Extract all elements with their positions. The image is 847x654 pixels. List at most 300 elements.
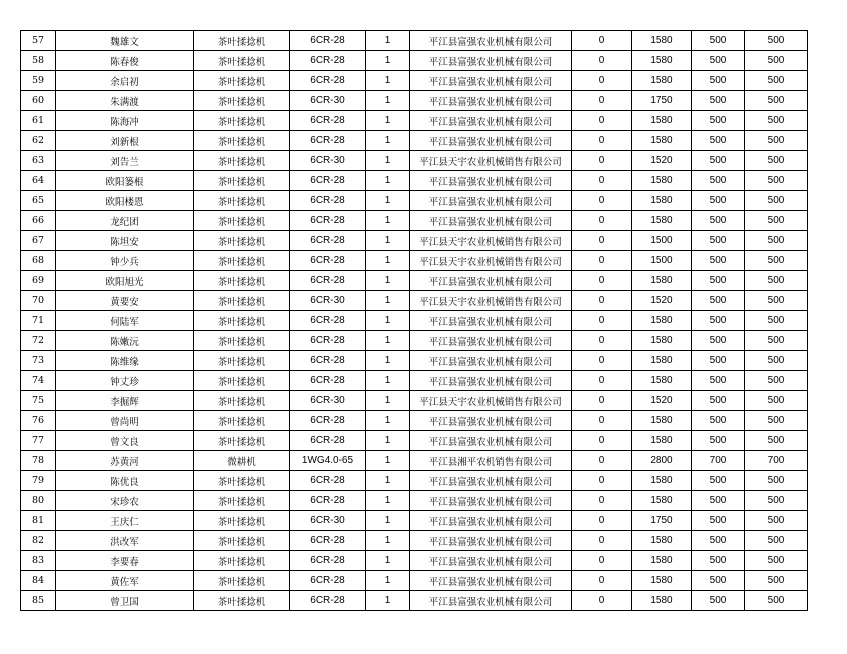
value-0-cell: 0 bbox=[572, 511, 632, 531]
subsidy-amount-cell: 500 bbox=[692, 591, 745, 611]
machine-type-cell: 茶叶揉捻机 bbox=[194, 531, 290, 551]
table-row bbox=[21, 491, 808, 511]
subsidy-total-cell: 500 bbox=[745, 551, 808, 571]
dealer-name-cell: 平江县天宇农业机械销售有限公司 bbox=[410, 291, 572, 311]
sale-price-cell: 1580 bbox=[632, 211, 692, 231]
value-0-cell: 0 bbox=[572, 391, 632, 411]
quantity-cell: 1 bbox=[366, 51, 410, 71]
machine-model-cell: 6CR-28 bbox=[290, 431, 366, 451]
dealer-name-cell: 平江县富强农业机械有限公司 bbox=[410, 91, 572, 111]
subsidy-amount-cell: 500 bbox=[692, 491, 745, 511]
machine-model-cell: 6CR-28 bbox=[290, 231, 366, 251]
machine-type-cell: 茶叶揉捻机 bbox=[194, 331, 290, 351]
table-row bbox=[21, 151, 808, 171]
machine-model-cell: 6CR-30 bbox=[290, 391, 366, 411]
value-0-cell: 0 bbox=[572, 531, 632, 551]
value-0-cell: 0 bbox=[572, 111, 632, 131]
row-number-cell: 80 bbox=[21, 491, 56, 511]
dealer-name-cell: 平江县富强农业机械有限公司 bbox=[410, 31, 572, 51]
dealer-name-cell: 平江县富强农业机械有限公司 bbox=[410, 571, 572, 591]
dealer-name-cell: 平江县富强农业机械有限公司 bbox=[410, 551, 572, 571]
machine-type-cell: 茶叶揉捻机 bbox=[194, 351, 290, 371]
farmer-name-cell: 龙纪团 bbox=[56, 211, 194, 231]
quantity-cell: 1 bbox=[366, 491, 410, 511]
subsidy-total-cell: 500 bbox=[745, 111, 808, 131]
dealer-name-cell: 平江县富强农业机械有限公司 bbox=[410, 471, 572, 491]
subsidy-total-cell: 500 bbox=[745, 251, 808, 271]
subsidy-amount-cell: 500 bbox=[692, 331, 745, 351]
sale-price-cell: 1580 bbox=[632, 111, 692, 131]
machine-type-cell: 茶叶揉捻机 bbox=[194, 511, 290, 531]
subsidy-amount-cell: 500 bbox=[692, 371, 745, 391]
quantity-cell: 1 bbox=[366, 471, 410, 491]
table-row bbox=[21, 251, 808, 271]
row-number-cell: 57 bbox=[21, 31, 56, 51]
sale-price-cell: 1580 bbox=[632, 371, 692, 391]
table-row bbox=[21, 351, 808, 371]
subsidy-total-cell: 500 bbox=[745, 591, 808, 611]
sale-price-cell: 1500 bbox=[632, 231, 692, 251]
subsidy-total-cell: 500 bbox=[745, 51, 808, 71]
subsidy-total-cell: 500 bbox=[745, 431, 808, 451]
table-row bbox=[21, 191, 808, 211]
row-number-cell: 81 bbox=[21, 511, 56, 531]
subsidy-total-cell: 500 bbox=[745, 471, 808, 491]
dealer-name-cell: 平江县富强农业机械有限公司 bbox=[410, 431, 572, 451]
machine-model-cell: 6CR-28 bbox=[290, 271, 366, 291]
dealer-name-cell: 平江县富强农业机械有限公司 bbox=[410, 351, 572, 371]
subsidy-amount-cell: 500 bbox=[692, 191, 745, 211]
subsidy-total-cell: 500 bbox=[745, 371, 808, 391]
sale-price-cell: 1580 bbox=[632, 311, 692, 331]
value-0-cell: 0 bbox=[572, 151, 632, 171]
quantity-cell: 1 bbox=[366, 311, 410, 331]
farmer-name-cell: 陈维缘 bbox=[56, 351, 194, 371]
sale-price-cell: 1580 bbox=[632, 31, 692, 51]
table-row bbox=[21, 51, 808, 71]
subsidy-total-cell: 500 bbox=[745, 491, 808, 511]
subsidy-amount-cell: 500 bbox=[692, 231, 745, 251]
value-0-cell: 0 bbox=[572, 91, 632, 111]
table-row bbox=[21, 531, 808, 551]
row-number-cell: 68 bbox=[21, 251, 56, 271]
value-0-cell: 0 bbox=[572, 411, 632, 431]
machine-type-cell: 微耕机 bbox=[194, 451, 290, 471]
table-row bbox=[21, 371, 808, 391]
table-row bbox=[21, 411, 808, 431]
subsidy-amount-cell: 500 bbox=[692, 571, 745, 591]
machine-type-cell: 茶叶揉捻机 bbox=[194, 91, 290, 111]
machine-model-cell: 6CR-28 bbox=[290, 211, 366, 231]
machine-model-cell: 6CR-28 bbox=[290, 411, 366, 431]
table-body bbox=[21, 31, 808, 611]
sale-price-cell: 1580 bbox=[632, 191, 692, 211]
subsidy-amount-cell: 500 bbox=[692, 351, 745, 371]
row-number-cell: 83 bbox=[21, 551, 56, 571]
row-number-cell: 58 bbox=[21, 51, 56, 71]
machine-type-cell: 茶叶揉捻机 bbox=[194, 191, 290, 211]
subsidy-amount-cell: 500 bbox=[692, 111, 745, 131]
subsidy-total-cell: 500 bbox=[745, 391, 808, 411]
quantity-cell: 1 bbox=[366, 31, 410, 51]
farmer-name-cell: 何陆军 bbox=[56, 311, 194, 331]
quantity-cell: 1 bbox=[366, 71, 410, 91]
table-row bbox=[21, 591, 808, 611]
quantity-cell: 1 bbox=[366, 371, 410, 391]
value-0-cell: 0 bbox=[572, 71, 632, 91]
table-row bbox=[21, 71, 808, 91]
farmer-name-cell: 刘新根 bbox=[56, 131, 194, 151]
subsidy-total-cell: 500 bbox=[745, 71, 808, 91]
table-row bbox=[21, 311, 808, 331]
farmer-name-cell: 钟少兵 bbox=[56, 251, 194, 271]
quantity-cell: 1 bbox=[366, 131, 410, 151]
subsidy-total-cell: 500 bbox=[745, 231, 808, 251]
dealer-name-cell: 平江县天宇农业机械销售有限公司 bbox=[410, 391, 572, 411]
subsidy-amount-cell: 500 bbox=[692, 71, 745, 91]
table-row bbox=[21, 131, 808, 151]
row-number-cell: 75 bbox=[21, 391, 56, 411]
sale-price-cell: 2800 bbox=[632, 451, 692, 471]
machine-model-cell: 1WG4.0-65 bbox=[290, 451, 366, 471]
machine-type-cell: 茶叶揉捻机 bbox=[194, 391, 290, 411]
subsidy-total-cell: 500 bbox=[745, 351, 808, 371]
subsidy-amount-cell: 700 bbox=[692, 451, 745, 471]
farmer-name-cell: 刘告兰 bbox=[56, 151, 194, 171]
farmer-name-cell: 余启初 bbox=[56, 71, 194, 91]
table-row bbox=[21, 111, 808, 131]
subsidy-amount-cell: 500 bbox=[692, 531, 745, 551]
machine-model-cell: 6CR-28 bbox=[290, 71, 366, 91]
quantity-cell: 1 bbox=[366, 251, 410, 271]
dealer-name-cell: 平江县富强农业机械有限公司 bbox=[410, 51, 572, 71]
machine-model-cell: 6CR-28 bbox=[290, 591, 366, 611]
sale-price-cell: 1580 bbox=[632, 491, 692, 511]
machine-type-cell: 茶叶揉捻机 bbox=[194, 211, 290, 231]
machine-model-cell: 6CR-28 bbox=[290, 491, 366, 511]
sale-price-cell: 1580 bbox=[632, 171, 692, 191]
quantity-cell: 1 bbox=[366, 531, 410, 551]
dealer-name-cell: 平江县富强农业机械有限公司 bbox=[410, 491, 572, 511]
table-row bbox=[21, 451, 808, 471]
subsidy-amount-cell: 500 bbox=[692, 91, 745, 111]
dealer-name-cell: 平江县天宇农业机械销售有限公司 bbox=[410, 151, 572, 171]
quantity-cell: 1 bbox=[366, 271, 410, 291]
subsidy-total-cell: 500 bbox=[745, 331, 808, 351]
subsidy-amount-cell: 500 bbox=[692, 31, 745, 51]
subsidy-total-cell: 500 bbox=[745, 31, 808, 51]
subsidy-amount-cell: 500 bbox=[692, 391, 745, 411]
quantity-cell: 1 bbox=[366, 591, 410, 611]
subsidy-amount-cell: 500 bbox=[692, 211, 745, 231]
sale-price-cell: 1580 bbox=[632, 331, 692, 351]
machine-type-cell: 茶叶揉捻机 bbox=[194, 491, 290, 511]
machine-type-cell: 茶叶揉捻机 bbox=[194, 271, 290, 291]
farmer-name-cell: 曾文良 bbox=[56, 431, 194, 451]
subsidy-total-cell: 500 bbox=[745, 531, 808, 551]
machine-model-cell: 6CR-30 bbox=[290, 291, 366, 311]
farmer-name-cell: 曾卫国 bbox=[56, 591, 194, 611]
dealer-name-cell: 平江县富强农业机械有限公司 bbox=[410, 591, 572, 611]
table-row bbox=[21, 291, 808, 311]
sale-price-cell: 1580 bbox=[632, 271, 692, 291]
dealer-name-cell: 平江县富强农业机械有限公司 bbox=[410, 271, 572, 291]
subsidy-total-cell: 500 bbox=[745, 571, 808, 591]
row-number-cell: 66 bbox=[21, 211, 56, 231]
value-0-cell: 0 bbox=[572, 51, 632, 71]
subsidy-amount-cell: 500 bbox=[692, 51, 745, 71]
subsidy-total-cell: 500 bbox=[745, 131, 808, 151]
value-0-cell: 0 bbox=[572, 271, 632, 291]
dealer-name-cell: 平江县富强农业机械有限公司 bbox=[410, 131, 572, 151]
row-number-cell: 59 bbox=[21, 71, 56, 91]
farmer-name-cell: 李掘辉 bbox=[56, 391, 194, 411]
quantity-cell: 1 bbox=[366, 451, 410, 471]
quantity-cell: 1 bbox=[366, 151, 410, 171]
value-0-cell: 0 bbox=[572, 251, 632, 271]
table-row bbox=[21, 231, 808, 251]
farmer-name-cell: 李要春 bbox=[56, 551, 194, 571]
row-number-cell: 74 bbox=[21, 371, 56, 391]
quantity-cell: 1 bbox=[366, 331, 410, 351]
quantity-cell: 1 bbox=[366, 91, 410, 111]
row-number-cell: 76 bbox=[21, 411, 56, 431]
sale-price-cell: 1750 bbox=[632, 91, 692, 111]
quantity-cell: 1 bbox=[366, 111, 410, 131]
machine-model-cell: 6CR-30 bbox=[290, 511, 366, 531]
quantity-cell: 1 bbox=[366, 231, 410, 251]
machine-model-cell: 6CR-28 bbox=[290, 171, 366, 191]
value-0-cell: 0 bbox=[572, 471, 632, 491]
sale-price-cell: 1580 bbox=[632, 471, 692, 491]
subsidy-total-cell: 500 bbox=[745, 211, 808, 231]
farmer-name-cell: 陈春俊 bbox=[56, 51, 194, 71]
value-0-cell: 0 bbox=[572, 331, 632, 351]
dealer-name-cell: 平江县富强农业机械有限公司 bbox=[410, 311, 572, 331]
subsidy-table bbox=[20, 30, 808, 611]
value-0-cell: 0 bbox=[572, 491, 632, 511]
row-number-cell: 60 bbox=[21, 91, 56, 111]
farmer-name-cell: 苏黄河 bbox=[56, 451, 194, 471]
machine-type-cell: 茶叶揉捻机 bbox=[194, 551, 290, 571]
dealer-name-cell: 平江县富强农业机械有限公司 bbox=[410, 411, 572, 431]
quantity-cell: 1 bbox=[366, 191, 410, 211]
table-row bbox=[21, 571, 808, 591]
machine-model-cell: 6CR-30 bbox=[290, 91, 366, 111]
sale-price-cell: 1580 bbox=[632, 351, 692, 371]
sale-price-cell: 1580 bbox=[632, 51, 692, 71]
dealer-name-cell: 平江县富强农业机械有限公司 bbox=[410, 331, 572, 351]
dealer-name-cell: 平江县富强农业机械有限公司 bbox=[410, 211, 572, 231]
subsidy-total-cell: 700 bbox=[745, 451, 808, 471]
table-row bbox=[21, 511, 808, 531]
dealer-name-cell: 平江县天宇农业机械销售有限公司 bbox=[410, 231, 572, 251]
subsidy-total-cell: 500 bbox=[745, 91, 808, 111]
machine-type-cell: 茶叶揉捻机 bbox=[194, 51, 290, 71]
subsidy-amount-cell: 500 bbox=[692, 251, 745, 271]
machine-model-cell: 6CR-28 bbox=[290, 31, 366, 51]
subsidy-total-cell: 500 bbox=[745, 191, 808, 211]
sale-price-cell: 1500 bbox=[632, 251, 692, 271]
dealer-name-cell: 平江县湘平农机销售有限公司 bbox=[410, 451, 572, 471]
machine-type-cell: 茶叶揉捻机 bbox=[194, 31, 290, 51]
dealer-name-cell: 平江县天宇农业机械销售有限公司 bbox=[410, 251, 572, 271]
machine-model-cell: 6CR-28 bbox=[290, 131, 366, 151]
farmer-name-cell: 欧阳旭光 bbox=[56, 271, 194, 291]
row-number-cell: 61 bbox=[21, 111, 56, 131]
machine-model-cell: 6CR-28 bbox=[290, 351, 366, 371]
sale-price-cell: 1580 bbox=[632, 131, 692, 151]
machine-type-cell: 茶叶揉捻机 bbox=[194, 71, 290, 91]
subsidy-amount-cell: 500 bbox=[692, 411, 745, 431]
dealer-name-cell: 平江县富强农业机械有限公司 bbox=[410, 371, 572, 391]
farmer-name-cell: 陈嫩沅 bbox=[56, 331, 194, 351]
value-0-cell: 0 bbox=[572, 131, 632, 151]
row-number-cell: 84 bbox=[21, 571, 56, 591]
subsidy-total-cell: 500 bbox=[745, 291, 808, 311]
sale-price-cell: 1520 bbox=[632, 151, 692, 171]
value-0-cell: 0 bbox=[572, 311, 632, 331]
value-0-cell: 0 bbox=[572, 211, 632, 231]
subsidy-amount-cell: 500 bbox=[692, 291, 745, 311]
quantity-cell: 1 bbox=[366, 291, 410, 311]
value-0-cell: 0 bbox=[572, 571, 632, 591]
quantity-cell: 1 bbox=[366, 351, 410, 371]
row-number-cell: 63 bbox=[21, 151, 56, 171]
row-number-cell: 82 bbox=[21, 531, 56, 551]
value-0-cell: 0 bbox=[572, 431, 632, 451]
sale-price-cell: 1520 bbox=[632, 291, 692, 311]
farmer-name-cell: 洪改军 bbox=[56, 531, 194, 551]
machine-type-cell: 茶叶揉捻机 bbox=[194, 111, 290, 131]
dealer-name-cell: 平江县富强农业机械有限公司 bbox=[410, 71, 572, 91]
row-number-cell: 62 bbox=[21, 131, 56, 151]
quantity-cell: 1 bbox=[366, 431, 410, 451]
value-0-cell: 0 bbox=[572, 371, 632, 391]
sale-price-cell: 1580 bbox=[632, 531, 692, 551]
value-0-cell: 0 bbox=[572, 591, 632, 611]
quantity-cell: 1 bbox=[366, 171, 410, 191]
table-row bbox=[21, 391, 808, 411]
table-row bbox=[21, 431, 808, 451]
machine-model-cell: 6CR-28 bbox=[290, 371, 366, 391]
table-row bbox=[21, 91, 808, 111]
farmer-name-cell: 黄要安 bbox=[56, 291, 194, 311]
farmer-name-cell: 王庆仁 bbox=[56, 511, 194, 531]
sale-price-cell: 1580 bbox=[632, 431, 692, 451]
subsidy-amount-cell: 500 bbox=[692, 171, 745, 191]
value-0-cell: 0 bbox=[572, 291, 632, 311]
farmer-name-cell: 曾尚明 bbox=[56, 411, 194, 431]
value-0-cell: 0 bbox=[572, 451, 632, 471]
sale-price-cell: 1580 bbox=[632, 411, 692, 431]
machine-model-cell: 6CR-28 bbox=[290, 311, 366, 331]
sale-price-cell: 1750 bbox=[632, 511, 692, 531]
subsidy-total-cell: 500 bbox=[745, 271, 808, 291]
machine-model-cell: 6CR-28 bbox=[290, 551, 366, 571]
row-number-cell: 65 bbox=[21, 191, 56, 211]
farmer-name-cell: 朱满渡 bbox=[56, 91, 194, 111]
table-row bbox=[21, 271, 808, 291]
table-row bbox=[21, 551, 808, 571]
sale-price-cell: 1580 bbox=[632, 571, 692, 591]
row-number-cell: 78 bbox=[21, 451, 56, 471]
row-number-cell: 69 bbox=[21, 271, 56, 291]
machine-model-cell: 6CR-28 bbox=[290, 331, 366, 351]
machine-type-cell: 茶叶揉捻机 bbox=[194, 591, 290, 611]
farmer-name-cell: 陈海冲 bbox=[56, 111, 194, 131]
machine-type-cell: 茶叶揉捻机 bbox=[194, 291, 290, 311]
machine-model-cell: 6CR-28 bbox=[290, 531, 366, 551]
machine-type-cell: 茶叶揉捻机 bbox=[194, 251, 290, 271]
dealer-name-cell: 平江县富强农业机械有限公司 bbox=[410, 111, 572, 131]
machine-type-cell: 茶叶揉捻机 bbox=[194, 151, 290, 171]
machine-model-cell: 6CR-28 bbox=[290, 471, 366, 491]
machine-model-cell: 6CR-28 bbox=[290, 191, 366, 211]
subsidy-amount-cell: 500 bbox=[692, 551, 745, 571]
subsidy-amount-cell: 500 bbox=[692, 431, 745, 451]
table-row bbox=[21, 471, 808, 491]
quantity-cell: 1 bbox=[366, 391, 410, 411]
machine-type-cell: 茶叶揉捻机 bbox=[194, 371, 290, 391]
sale-price-cell: 1520 bbox=[632, 391, 692, 411]
machine-type-cell: 茶叶揉捻机 bbox=[194, 411, 290, 431]
machine-type-cell: 茶叶揉捻机 bbox=[194, 131, 290, 151]
machine-type-cell: 茶叶揉捻机 bbox=[194, 171, 290, 191]
sale-price-cell: 1580 bbox=[632, 551, 692, 571]
row-number-cell: 64 bbox=[21, 171, 56, 191]
dealer-name-cell: 平江县富强农业机械有限公司 bbox=[410, 191, 572, 211]
subsidy-amount-cell: 500 bbox=[692, 511, 745, 531]
farmer-name-cell: 黄佐军 bbox=[56, 571, 194, 591]
machine-model-cell: 6CR-28 bbox=[290, 51, 366, 71]
row-number-cell: 73 bbox=[21, 351, 56, 371]
farmer-name-cell: 陈坦安 bbox=[56, 231, 194, 251]
farmer-name-cell: 欧阳篓根 bbox=[56, 171, 194, 191]
sale-price-cell: 1580 bbox=[632, 71, 692, 91]
row-number-cell: 85 bbox=[21, 591, 56, 611]
table-row bbox=[21, 211, 808, 231]
subsidy-amount-cell: 500 bbox=[692, 131, 745, 151]
row-number-cell: 77 bbox=[21, 431, 56, 451]
table-row bbox=[21, 31, 808, 51]
quantity-cell: 1 bbox=[366, 571, 410, 591]
machine-type-cell: 茶叶揉捻机 bbox=[194, 311, 290, 331]
dealer-name-cell: 平江县富强农业机械有限公司 bbox=[410, 171, 572, 191]
value-0-cell: 0 bbox=[572, 171, 632, 191]
row-number-cell: 79 bbox=[21, 471, 56, 491]
subsidy-amount-cell: 500 bbox=[692, 471, 745, 491]
farmer-name-cell: 欧阳楼恩 bbox=[56, 191, 194, 211]
subsidy-total-cell: 500 bbox=[745, 151, 808, 171]
machine-type-cell: 茶叶揉捻机 bbox=[194, 571, 290, 591]
subsidy-total-cell: 500 bbox=[745, 411, 808, 431]
row-number-cell: 72 bbox=[21, 331, 56, 351]
subsidy-amount-cell: 500 bbox=[692, 271, 745, 291]
table-row bbox=[21, 331, 808, 351]
quantity-cell: 1 bbox=[366, 511, 410, 531]
farmer-name-cell: 宋珍农 bbox=[56, 491, 194, 511]
row-number-cell: 70 bbox=[21, 291, 56, 311]
value-0-cell: 0 bbox=[572, 551, 632, 571]
machine-type-cell: 茶叶揉捻机 bbox=[194, 431, 290, 451]
machine-type-cell: 茶叶揉捻机 bbox=[194, 471, 290, 491]
quantity-cell: 1 bbox=[366, 411, 410, 431]
machine-model-cell: 6CR-30 bbox=[290, 151, 366, 171]
row-number-cell: 71 bbox=[21, 311, 56, 331]
farmer-name-cell: 陈优良 bbox=[56, 471, 194, 491]
dealer-name-cell: 平江县富强农业机械有限公司 bbox=[410, 531, 572, 551]
